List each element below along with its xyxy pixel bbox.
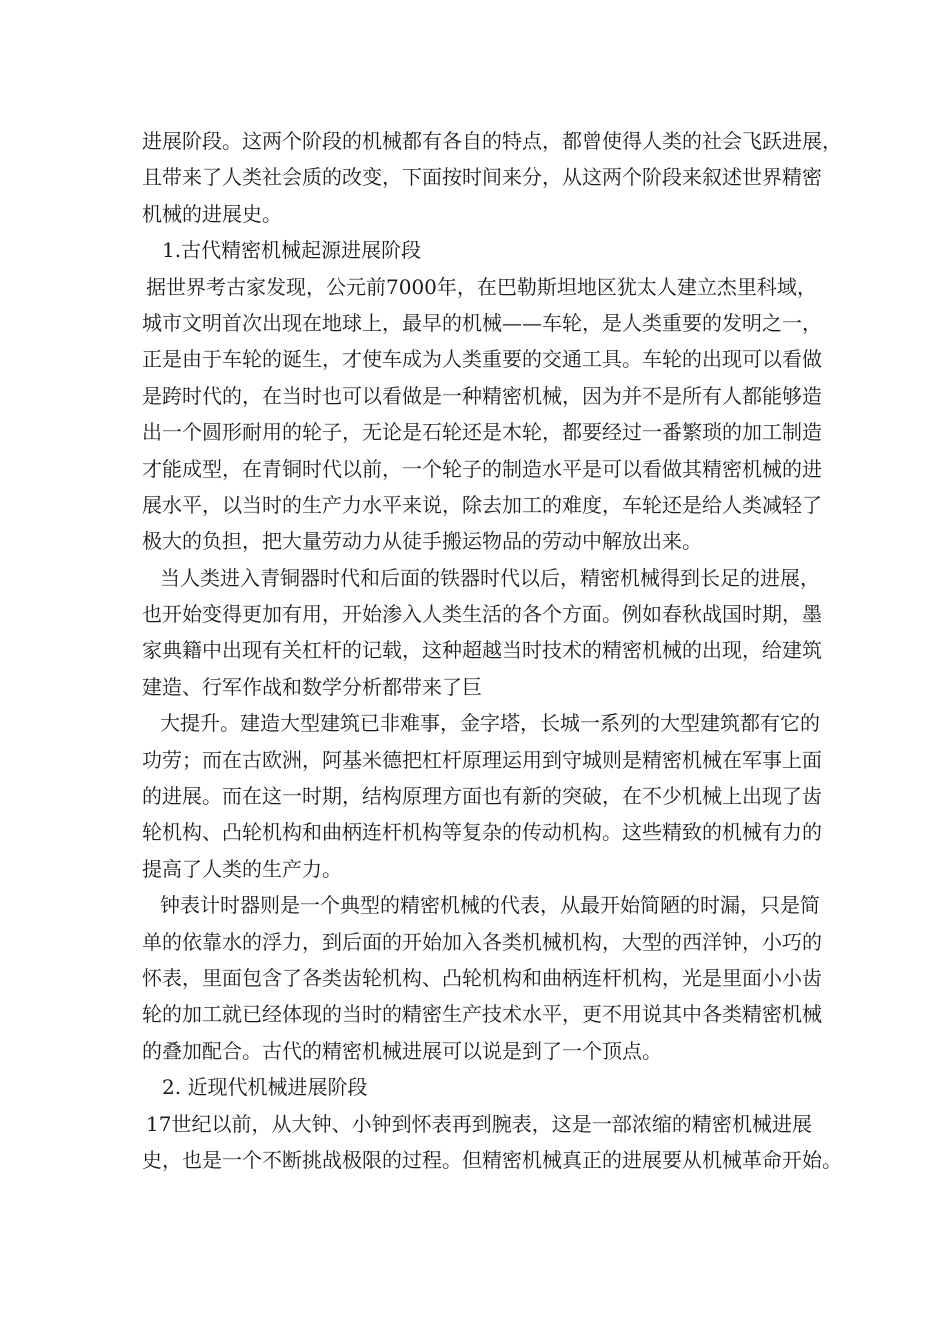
text-line: 单的依靠水的浮力，到后面的开始加入各类机械机构，大型的西洋钟，小巧的 bbox=[142, 929, 822, 954]
text-line: 展水平，以当时的生产力水平来说，除去加工的难度，车轮还是给人类减轻了 bbox=[142, 492, 822, 517]
text-line: 建造、行军作战和数学分析都带来了巨 bbox=[142, 674, 482, 699]
text-line: 出一个圆形耐用的轮子，无论是石轮还是木轮，都要经过一番繁琐的加工制造 bbox=[142, 420, 822, 445]
text-line: 也开始变得更加有用，开始渗入人类生活的各个方面。例如春秋战国时期，墨 bbox=[142, 602, 822, 627]
text-line: 城市文明首次出现在地球上，最早的机械——车轮，是人类重要的发明之一， bbox=[142, 310, 822, 335]
text-line: 据世界考古家发现，公元前7000年，在巴勒斯坦地区犹太人建立杰里科域， bbox=[146, 274, 817, 299]
document-body bbox=[142, 123, 842, 1178]
text-line: 史，也是一个不断挑战极限的过程。但精密机械真正的进展要从机械革命开始。 bbox=[142, 1147, 842, 1172]
text-line: 当人类进入青铜器时代和后面的铁器时代以后，精密机械得到长足的进展， bbox=[160, 565, 820, 590]
text-line: 家典籍中出现有关杠杆的记载，这种超越当时技术的精密机械的出现，给建筑 bbox=[142, 638, 822, 663]
text-line: 且带来了人类社会质的改变，下面按时间来分，从这两个阶段来叙述世界精密 bbox=[142, 165, 822, 190]
section-heading: 1.古代精密机械起源进展阶段 bbox=[162, 238, 422, 263]
text-line: 钟表计时器则是一个典型的精密机械的代表，从最开始简陋的时漏，只是简 bbox=[160, 893, 820, 918]
text-line: 提高了人类的生产力。 bbox=[142, 856, 342, 881]
text-line: 机械的进展史。 bbox=[142, 201, 282, 226]
text-line: 极大的负担，把大量劳动力从徒手搬运物品的劳动中解放出来。 bbox=[142, 529, 702, 554]
section-heading: 2. 近现代机械进展阶段 bbox=[162, 1075, 368, 1100]
text-line: 大提升。建造大型建筑已非难事，金字塔，长城一系列的大型建筑都有它的 bbox=[160, 711, 820, 736]
text-line: 的叠加配合。古代的精密机械进展可以说是到了一个顶点。 bbox=[142, 1038, 662, 1063]
text-line: 怀表，里面包含了各类齿轮机构、凸轮机构和曲柄连杆机构，光是里面小小齿 bbox=[142, 965, 822, 990]
text-line: 的进展。而在这一时期，结构原理方面也有新的突破，在不少机械上出现了齿 bbox=[142, 784, 822, 809]
text-line: 轮机构、凸轮机构和曲柄连杆机构等复杂的传动机构。这些精致的机械有力的 bbox=[142, 820, 822, 845]
text-line: 是跨时代的，在当时也可以看做是一种精密机械，因为并不是所有人都能够造 bbox=[142, 383, 822, 408]
text-line: 轮的加工就已经体现的当时的精密生产技术水平，更不用说其中各类精密机械 bbox=[142, 1002, 822, 1027]
text-line: 17世纪以前，从大钟、小钟到怀表再到腕表，这是一部浓缩的精密机械进展 bbox=[146, 1111, 812, 1136]
text-line: 功劳；而在古欧洲，阿基米德把杠杆原理运用到守城则是精密机械在军事上面 bbox=[142, 747, 822, 772]
text-line: 正是由于车轮的诞生，才使车成为人类重要的交通工具。车轮的出现可以看做 bbox=[142, 347, 822, 372]
text-line: 才能成型，在青铜时代以前，一个轮子的制造水平是可以看做其精密机械的进 bbox=[142, 456, 822, 481]
text-line: 进展阶段。这两个阶段的机械都有各自的特点，都曾使得人类的社会飞跃进展， bbox=[142, 129, 842, 153]
